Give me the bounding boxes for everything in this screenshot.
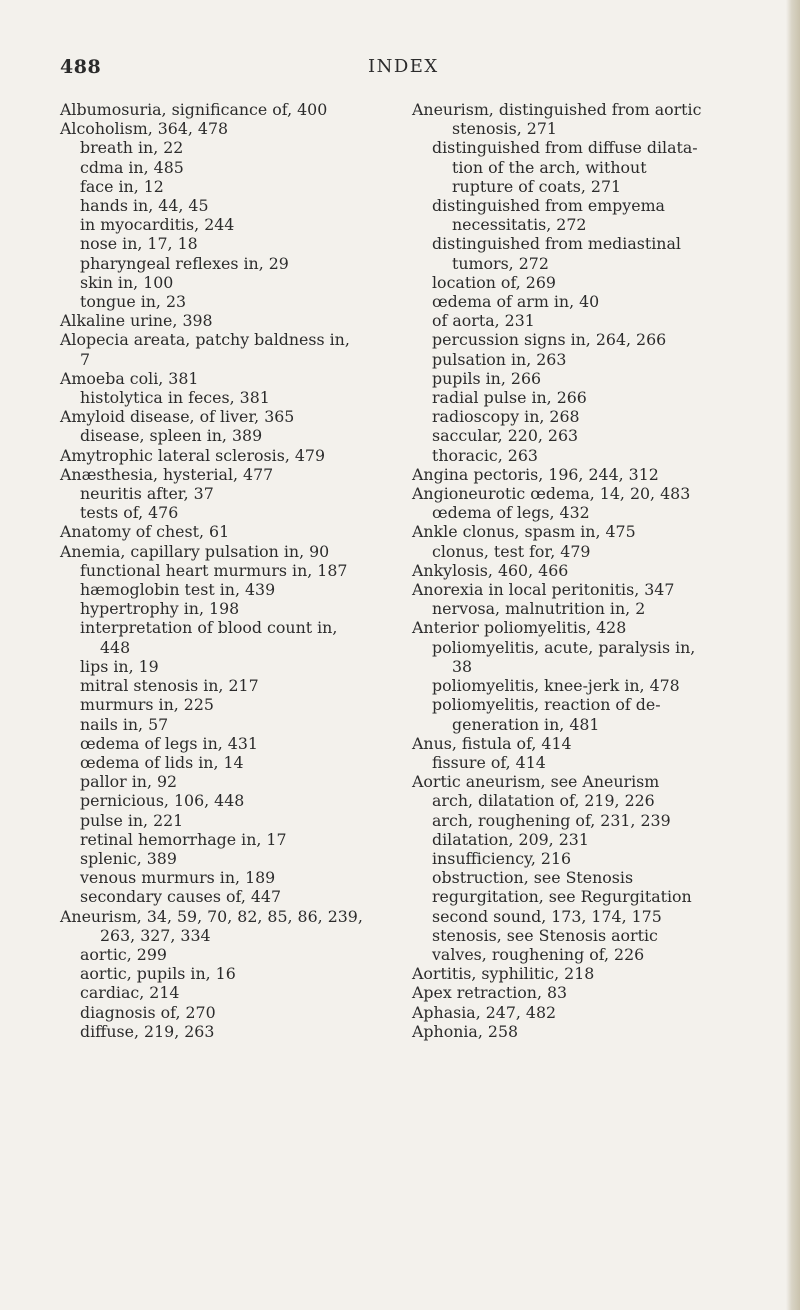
page-number: 488: [60, 56, 102, 78]
index-entry: Amoeba coli, 381: [60, 368, 199, 388]
index-subentry: distinguished from diffuse dilata-: [432, 138, 698, 158]
index-subentry: œdema of legs, 432: [432, 503, 590, 523]
index-subentry: nervosa, malnutrition in, 2: [432, 599, 646, 619]
index-subentry: nails in, 57: [80, 714, 169, 734]
index-subentry: mitral stenosis in, 217: [80, 676, 259, 696]
index-subentry: poliomyelitis, reaction of de-: [432, 695, 661, 715]
index-subentry: pernicious, 106, 448: [80, 791, 245, 811]
index-subentry: radioscopy in, 268: [432, 407, 580, 427]
index-subentry: generation in, 481: [452, 714, 600, 734]
index-subentry: obstruction, see Stenosis: [432, 868, 634, 888]
index-entry: Angina pectoris, 196, 244, 312: [412, 464, 659, 484]
index-entry: Aphonia, 258: [412, 1021, 519, 1041]
index-entry: Ankylosis, 460, 466: [412, 560, 569, 580]
page-header: [0, 56, 800, 86]
index-subentry: regurgitation, see Regurgitation: [432, 887, 692, 907]
index-subentry: hæmoglobin test in, 439: [80, 580, 276, 600]
index-entry: Anemia, capillary pulsation in, 90: [60, 541, 330, 561]
running-head: INDEX: [368, 56, 439, 77]
index-subentry: rupture of coats, 271: [452, 176, 622, 196]
index-subentry: disease, spleen in, 389: [80, 426, 263, 446]
index-entry: Apex retraction, 83: [412, 983, 568, 1003]
index-subentry: neuritis after, 37: [80, 484, 214, 504]
index-subentry: tongue in, 23: [80, 292, 187, 312]
page-edge-shadow: [786, 0, 800, 1310]
index-subentry: dilatation, 209, 231: [432, 829, 589, 849]
index-subentry: functional heart murmurs in, 187: [80, 560, 348, 580]
index-subentry: pulse in, 221: [80, 810, 184, 830]
index-entry: Anus, fistula of, 414: [412, 733, 572, 753]
index-subentry: œdema of lids in, 14: [80, 752, 244, 772]
index-subentry: skin in, 100: [80, 272, 174, 292]
index-entry: Albumosuria, significance of, 400: [60, 100, 328, 119]
index-subentry: valves, roughening of, 226: [432, 944, 645, 964]
index-entry: Aphasia, 247, 482: [412, 1002, 557, 1022]
index-subentry: arch, roughening of, 231, 239: [432, 810, 671, 830]
index-subentry: aortic, pupils in, 16: [80, 964, 236, 984]
index-subentry: murmurs in, 225: [80, 695, 214, 715]
index-subentry: percussion signs in, 264, 266: [432, 330, 667, 350]
index-column-left: [60, 100, 395, 1041]
index-subentry: face in, 12: [80, 176, 164, 196]
index-subentry: venous murmurs in, 189: [80, 868, 276, 888]
index-subentry: distinguished from empyema: [432, 196, 665, 216]
index-subentry: hypertrophy in, 198: [80, 599, 240, 619]
index-subentry: insufficiency, 216: [432, 848, 572, 868]
index-subentry: of aorta, 231: [432, 311, 535, 331]
index-subentry: poliomyelitis, knee-jerk in, 478: [432, 676, 680, 696]
index-subentry: cdma in, 485: [80, 157, 184, 177]
index-subentry: diagnosis of, 270: [80, 1002, 216, 1022]
index-subentry: nose in, 17, 18: [80, 234, 198, 254]
index-subentry: hands in, 44, 45: [80, 196, 209, 216]
index-subentry: tests of, 476: [80, 503, 179, 523]
index-subentry: radial pulse in, 266: [432, 388, 587, 408]
index-subentry: distinguished from mediastinal: [432, 234, 681, 254]
index-subentry: fissure of, 414: [432, 752, 546, 772]
index-entry: Ankle clonus, spasm in, 475: [412, 522, 636, 542]
index-subentry: œdema of legs in, 431: [80, 733, 258, 753]
index-subentry: clonus, test for, 479: [432, 541, 591, 561]
index-entry: Amytrophic lateral sclerosis, 479: [60, 445, 326, 465]
index-subentry: tion of the arch, without: [452, 157, 647, 177]
index-subentry: poliomyelitis, acute, paralysis in,: [432, 637, 696, 657]
index-subentry: pharyngeal reflexes in, 29: [80, 253, 289, 273]
index-subentry: œdema of arm in, 40: [432, 292, 600, 312]
index-subentry: 448: [100, 637, 131, 657]
index-subentry: splenic, 389: [80, 848, 177, 868]
index-subentry: location of, 269: [432, 272, 556, 292]
index-subentry: second sound, 173, 174, 175: [432, 906, 662, 926]
index-subentry: interpretation of blood count in,: [80, 618, 338, 638]
index-subentry: pulsation in, 263: [432, 349, 567, 369]
index-subentry: 7: [80, 349, 91, 369]
index-entry: Amyloid disease, of liver, 365: [60, 407, 295, 427]
index-entry: Angioneurotic œdema, 14, 20, 483: [412, 484, 691, 504]
index-subentry: in myocarditis, 244: [80, 215, 235, 235]
index-entry: Aortic aneurism, see Aneurism: [412, 772, 660, 792]
index-entry: Aneurism, distinguished from aortic: [412, 100, 702, 119]
index-subentry: thoracic, 263: [432, 445, 538, 465]
index-subentry: 263, 327, 334: [100, 925, 211, 945]
index-subentry: aortic, 299: [80, 944, 167, 964]
index-entry: Anterior poliomyelitis, 428: [412, 618, 627, 638]
index-subentry: 38: [452, 656, 473, 676]
index-entry: Anorexia in local peritonitis, 347: [412, 580, 675, 600]
index-subentry: pupils in, 266: [432, 368, 542, 388]
index-subentry: stenosis, 271: [452, 119, 557, 139]
index-entry: Anatomy of chest, 61: [60, 522, 230, 542]
index-entry: Alkaline urine, 398: [60, 311, 213, 331]
index-subentry: secondary causes of, 447: [80, 887, 282, 907]
index-subentry: cardiac, 214: [80, 983, 180, 1003]
index-subentry: lips in, 19: [80, 656, 159, 676]
index-subentry: saccular, 220, 263: [432, 426, 579, 446]
index-subentry: diffuse, 219, 263: [80, 1021, 215, 1041]
index-entry: Alcoholism, 364, 478: [60, 119, 229, 139]
index-subentry: histolytica in feces, 381: [80, 388, 270, 408]
index-entry: Alopecia areata, patchy baldness in,: [60, 330, 350, 350]
index-column-right: [412, 100, 747, 1041]
index-subentry: arch, dilatation of, 219, 226: [432, 791, 655, 811]
index-entry: Aneurism, 34, 59, 70, 82, 85, 86, 239,: [60, 906, 363, 926]
index-entry: Anæsthesia, hysterial, 477: [60, 464, 274, 484]
index-entry: Aortitis, syphilitic, 218: [412, 964, 595, 984]
index-subentry: stenosis, see Stenosis aortic: [432, 925, 658, 945]
index-subentry: retinal hemorrhage in, 17: [80, 829, 287, 849]
index-subentry: breath in, 22: [80, 138, 184, 158]
index-subentry: tumors, 272: [452, 253, 549, 273]
index-subentry: pallor in, 92: [80, 772, 178, 792]
index-subentry: necessitatis, 272: [452, 215, 587, 235]
